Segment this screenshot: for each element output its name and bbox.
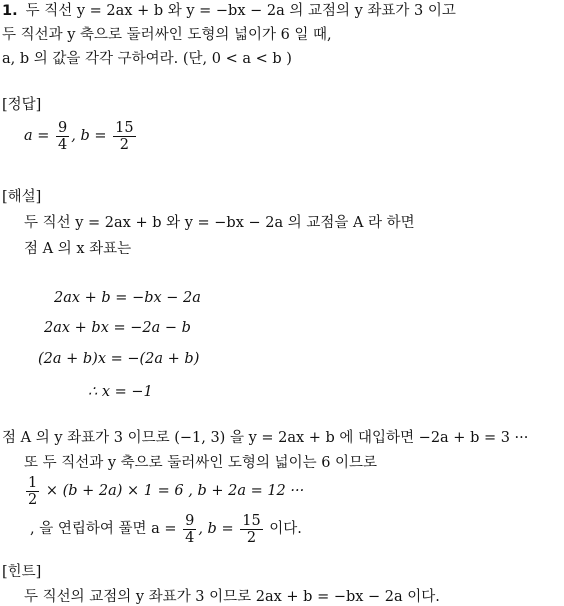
answer-b-numerator: 15 xyxy=(115,119,134,136)
answer-b-fraction xyxy=(113,120,135,153)
solution-b-fraction xyxy=(240,513,262,546)
solution-b-denominator: 2 xyxy=(246,529,257,546)
solution-line-1: 두 직선 y = 2ax + b 와 y = −bx − 2a 의 교점을 A 라 하면 xyxy=(24,215,415,231)
answer-header: [정답] xyxy=(2,97,42,113)
solution-line-6-pre: , 을 연립하여 풀면 a = xyxy=(30,521,177,537)
answer-b-label: , b = xyxy=(71,128,107,144)
solution-line-5-rest: × (b + 2a) × 1 = 6 , b + 2a = 12 ··· xyxy=(45,483,305,499)
solution-line-2: 점 A 의 x 좌표는 xyxy=(24,241,132,257)
solution-line-3: 점 A 의 y 좌표가 3 이므로 (−1, 3) 을 y = 2ax + b 에 대입하면 −2a + b = 3 ··· xyxy=(2,430,529,446)
hint-line-1: 두 직선의 교점의 y 좌표가 3 이므로 2ax + b = −bx − 2a 이다. xyxy=(24,589,440,605)
answer-a-denominator: 4 xyxy=(58,136,68,153)
problem-text-1: 두 직선 y = 2ax + b 와 y = −bx − 2a 의 교점의 y 좌표가 3 이고 xyxy=(25,3,456,19)
equation-2: 2ax + bx = −2a − b xyxy=(44,320,191,336)
problem-line-3: a, b 의 값을 각각 구하여라. (단, 0 < a < b ) xyxy=(2,51,292,67)
half-fraction xyxy=(26,475,39,508)
solution-header: [해설] xyxy=(2,189,42,205)
answer-formula xyxy=(24,116,138,156)
solution-line-4: 또 두 직선과 y 축으로 둘러싸인 도형의 넓이는 6 이므로 xyxy=(24,455,378,471)
solution-line-6-post: 이다. xyxy=(269,521,302,537)
answer-b-denominator: 2 xyxy=(119,136,129,153)
solution-a-numerator: 9 xyxy=(185,512,195,529)
problem-line-1 xyxy=(2,2,456,20)
half-numerator: 1 xyxy=(28,474,38,491)
answer-a-label: a = xyxy=(24,128,50,144)
solution-a-fraction xyxy=(183,513,196,546)
hint-header: [힌트] xyxy=(2,564,42,580)
solution-line-6 xyxy=(30,509,302,549)
half-denominator: 2 xyxy=(28,491,38,508)
equation-3: (2a + b)x = −(2a + b) xyxy=(38,351,200,367)
answer-a-fraction xyxy=(56,120,69,153)
solution-b-numerator: 15 xyxy=(242,512,261,529)
answer-a-numerator: 9 xyxy=(58,119,68,136)
solution-line-5 xyxy=(24,471,304,511)
equation-4: ∴ x = −1 xyxy=(88,384,153,400)
solution-line-6-mid: , b = xyxy=(198,521,234,537)
problem-number: 1. xyxy=(2,3,18,19)
problem-line-2: 두 직선과 y 축으로 둘러싸인 도형의 넓이가 6 일 때, xyxy=(2,27,332,43)
solution-a-denominator: 4 xyxy=(185,529,195,546)
equation-1: 2ax + b = −bx − 2a xyxy=(54,290,201,306)
